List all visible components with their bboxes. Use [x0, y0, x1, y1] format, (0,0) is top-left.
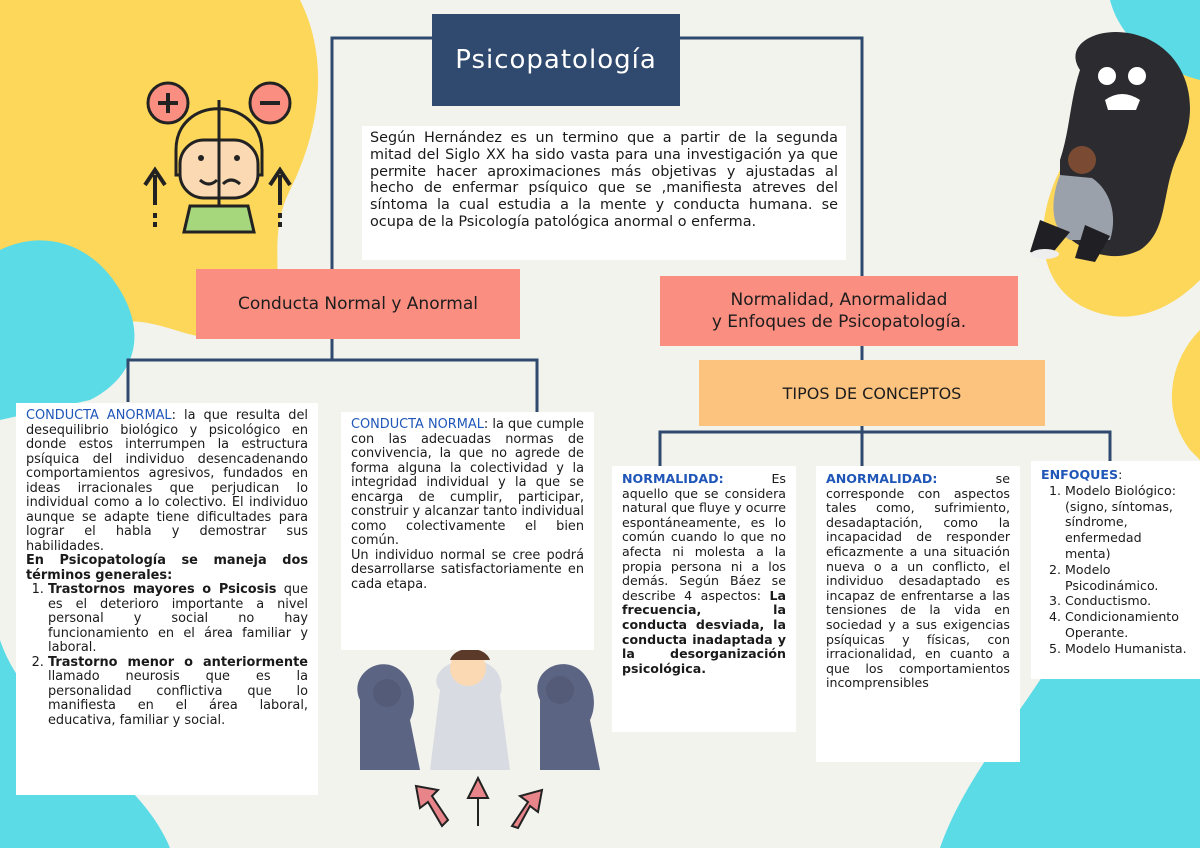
title-box [432, 14, 680, 106]
normal-text2: Un individuo normal se cree podrá desarrollarse satisfactoriamente en cada etapa. [351, 547, 584, 592]
list-item: 1. Modelo Biológico: (signo, síntomas, síndrome, enfermedad menta) [1065, 483, 1190, 562]
normalidad-text: Es aquello que se considera natural que fluye y ocurre espontáneamente, es lo común cuando lo que no afecta ni molesta a la propia persona ni a los demás. Según Báez se describe 4 aspectos: [622, 471, 786, 603]
normal-label: CONDUCTA NORMAL [351, 417, 484, 432]
anormal-text: : la que resulta del desequilibrio biológico y psicológico en donde estos interrumpen la estructura psíquica del individuo desencadenando comportamientos agresivos, fundados en ideas irracionales que perjudican lo individual como a lo colectivo. El individuo aunque se adapte tiene dificultades para lograr el habla y demostrar sus habilidades. [26, 408, 308, 554]
intro-text: Según Hernández es un termino que a partir de la segunda mitad del Siglo XX ha sido vasta para una investigación ya que permite hacer aproximaciones más objetivas y ajustadas al hecho de enfermar psíquico que se ,manifiesta atreves del síntoma la cual estudia a la mente y conducta humana. se ocupa de la Psicología patológica anormal o enferma. [362, 126, 846, 260]
page-title: Psicopatología [455, 45, 657, 75]
stressed-group-icon [357, 649, 600, 770]
enfoques-label: ENFOQUES [1041, 467, 1119, 482]
normalidad-label: NORMALIDAD: [622, 471, 724, 486]
heading-right-line1: Normalidad, Anormalidad [730, 290, 948, 310]
anormal-label: CONDUCTA ANORMAL [26, 408, 172, 423]
anormal-list [26, 583, 308, 728]
heading-conducta-normal-anormal [196, 269, 520, 339]
list-item: 1. Trastornos mayores o Psicosis que es el deterioro importante a nivel personal y social no hay funcionamiento en el área familiar y laboral. [48, 583, 308, 656]
tipos-label: TIPOS DE CONCEPTOS [782, 383, 962, 403]
anormalidad-text: se corresponde con aspectos tales como, sufrimiento, desadaptación, como la incapacidad de responder eficazmente a una situación nueva o a un conflicto, el individuo desadaptado es incapaz de enfrentarse a las tensiones de la vida en sociedad y a sus exigencias psíquicas y físicas, con irracionalidad, en cuanto a que los comportamientos incomprensibles [826, 471, 1010, 691]
heading-left-label: Conducta Normal y Anormal [237, 294, 479, 314]
list-item: 2. Trastorno menor o anteriormente llamado neurosis que es la personalidad conflictiva que lo manifiesta en el área laboral, educativa, familiar y social. [48, 656, 308, 729]
heading-normalidad-enfoques [660, 276, 1018, 346]
list-item: 5. Modelo Humanista. [1065, 641, 1190, 657]
card-normalidad [612, 466, 796, 732]
card-anormalidad [816, 466, 1020, 762]
list-item: 2. Modelo Psicodinámico. [1065, 562, 1190, 594]
tipos-de-conceptos [699, 360, 1045, 426]
list-item: 4. Condicionamiento Operante. [1065, 609, 1190, 641]
anormal-bold-intro: En Psicopatología se maneja dos términos generales: [26, 553, 308, 583]
list-item: 3. Conductismo. [1065, 593, 1190, 609]
card-conducta-normal [341, 412, 594, 650]
heading-right-line2: y Enfoques de Psicopatología. [711, 312, 967, 332]
anormalidad-label: ANORMALIDAD: [826, 471, 938, 486]
yellow-blob-right-middle [1172, 330, 1200, 460]
enfoques-list [1041, 483, 1190, 657]
arrow-up-icon [416, 778, 542, 828]
normalidad-bold: La frecuencia, la conducta desviada, la conducta inadaptada y la desorganización psicológica. [622, 587, 786, 676]
card-enfoques: ENFOQUES: 1. Modelo Biológico: (signo, síntomas, síndrome, enfermedad menta) 2. Modelo Psicodinámico. 3. Conductismo. 4. Condicionamiento Operante. 5. Modelo Humanista. [1031, 461, 1200, 679]
normal-text: : la que cumple con las adecuadas normas de convivencia, la que no agrede de forma alguna la colectividad y la integridad individual y la que se encarga de cumplir, participar, construir y alcanzar tanto individual como colectivamente el bien común. [351, 417, 584, 548]
card-conducta-anormal [16, 403, 318, 795]
